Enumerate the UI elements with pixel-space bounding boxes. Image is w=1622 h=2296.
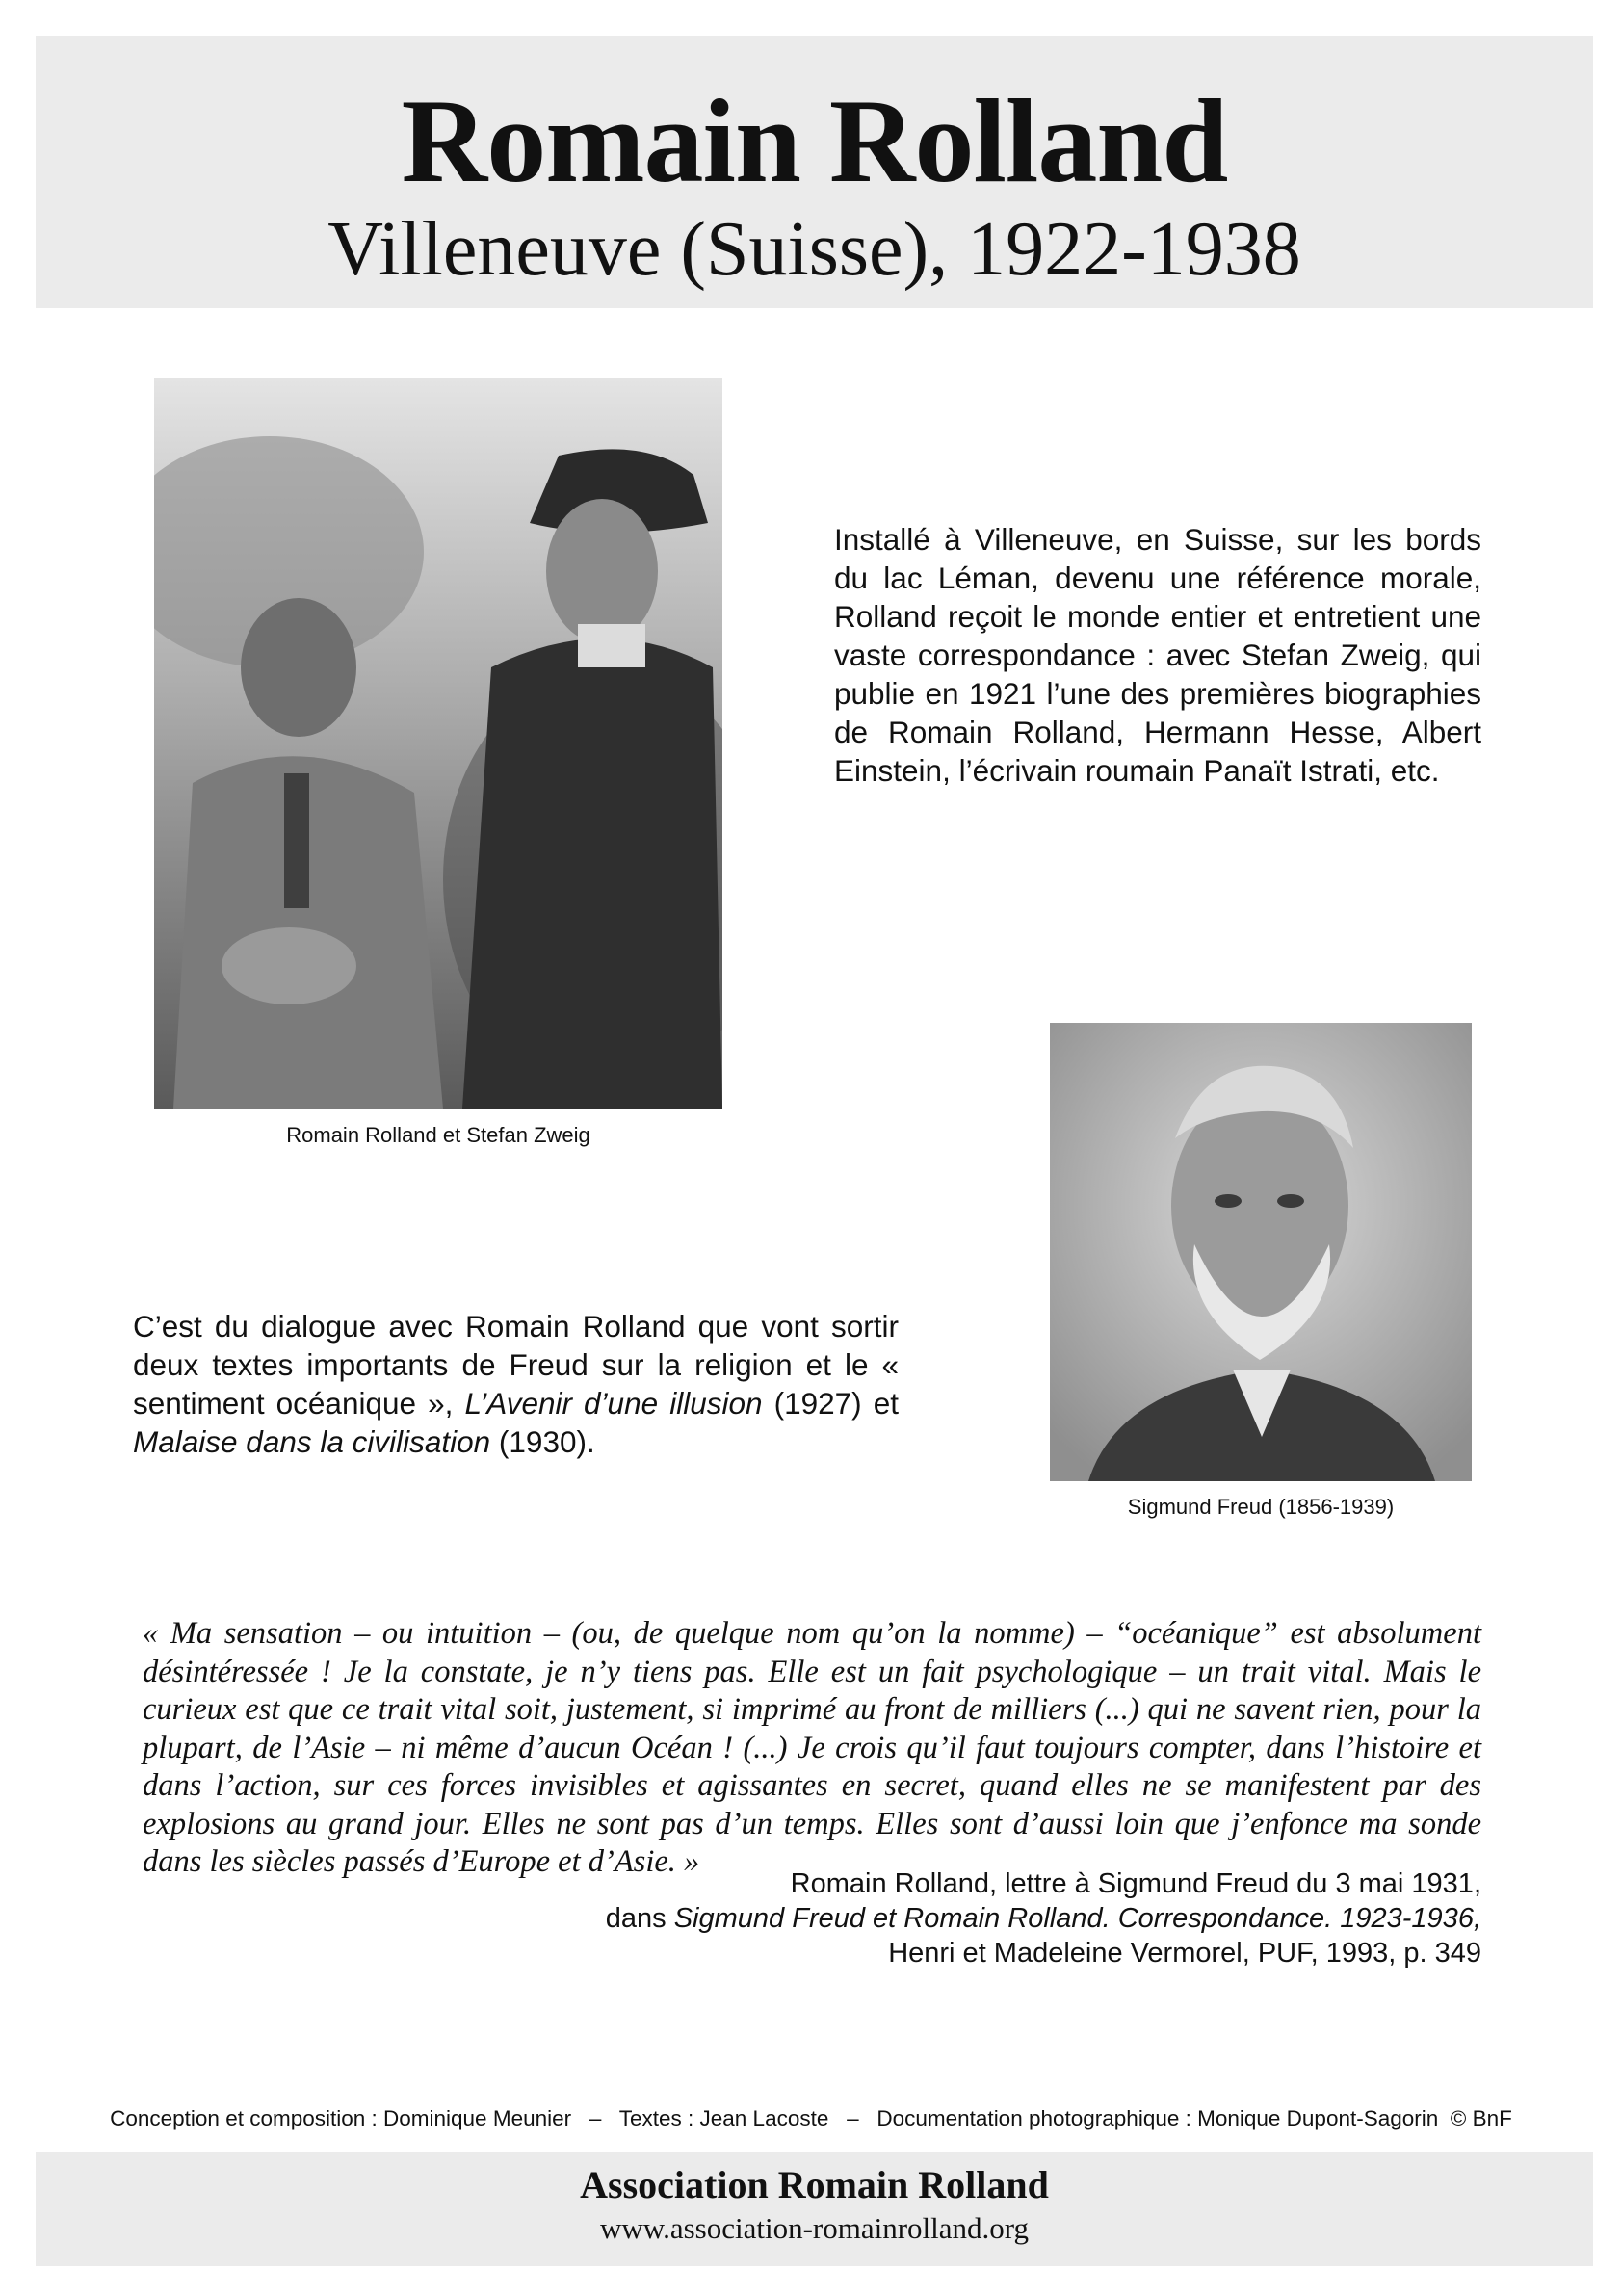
citation-dans: dans [605,1903,674,1934]
work-title-malaise: Malaise dans la civilisation [133,1424,491,1459]
citation-book-title: Sigmund Freud et Romain Rolland. Correspondance. 1923-1936, [673,1903,1481,1934]
photo-freud [1050,1023,1472,1481]
citation-line-1: Romain Rolland, lettre à Sigmund Freud du 3 mai 1931, [790,1868,1481,1899]
photo-freud-image [1050,1023,1472,1481]
photo-caption-freud: Sigmund Freud (1856-1939) [1127,1495,1395,1519]
dialogue-text-1: C’est du dialogue avec Romain Rolland que vont sortir deux textes importants de Freud sur la religion et le « sentiment océanique », [133,1309,899,1421]
dialogue-paragraph [133,1307,899,1461]
work-title-avenir: L’Avenir d’une illusion [464,1386,763,1421]
rolland-quote: « Ma sensation – ou intuition – (ou, de quelque nom qu’on la nomme) – “océanique” est absolument désintéressée ! Je la constate, je n’y tiens pas. Elle est un fait psychologique – un trait vital. Mais le curieux est que ce trait vital soit, justement, si imprimé au front de milliers (...) qui ne savent rien, pour la plupart, de l’Asie – ni même d’aucun Océan ! (...) Je crois qu’il faut toujours compter, dans l’histoire et dans l’action, sur ces forces invisibles et agissantes en secret, quand elles ne se manifestent par des explosions au grand jour. Elles ne sont pas d’un temps. Elles sont d’aussi loin que j’enfonce ma sonde dans les siècles passés d’Europe et d’Asie. » [143,1616,1481,1879]
header-band [36,36,1593,308]
photo-caption-zweig: Romain Rolland et Stefan Zweig [286,1123,590,1147]
footer-band [36,2152,1593,2266]
dialogue-text-3: (1930). [490,1424,595,1459]
photo-rolland-zweig-image [154,378,722,1109]
page-title: Romain Rolland [401,75,1228,207]
intro-paragraph: Installé à Villeneuve, en Suisse, sur les bords du lac Léman, devenu une référence morale, Rolland reçoit le monde entier et entretient une vaste correspondance : avec Stefan Zweig, qui publie en 1921 l’une des premières biographies de Romain Rolland, Hermann Hesse, Albert Einstein, l’écrivain roumain Panaït Istrati, etc. [834,522,1481,788]
citation-line-3: Henri et Madeleine Vermorel, PUF, 1993, p. 349 [888,1938,1481,1969]
citation-line-2 [327,1901,1481,1936]
footer-website-link[interactable]: www.association-romainrolland.org [599,2211,1030,2245]
page-subtitle: Villeneuve (Suisse), 1922-1938 [327,207,1301,292]
credits-line: Conception et composition : Dominique Meunier – Textes : Jean Lacoste – Documentation photographique : Monique Dupont-Sagorin © BnF [110,2106,1512,2130]
footer-organization: Association Romain Rolland [580,2163,1049,2206]
photo-rolland-zweig [154,378,722,1109]
quote-citation [327,1866,1481,1970]
dialogue-text-2: (1927) et [762,1386,899,1421]
